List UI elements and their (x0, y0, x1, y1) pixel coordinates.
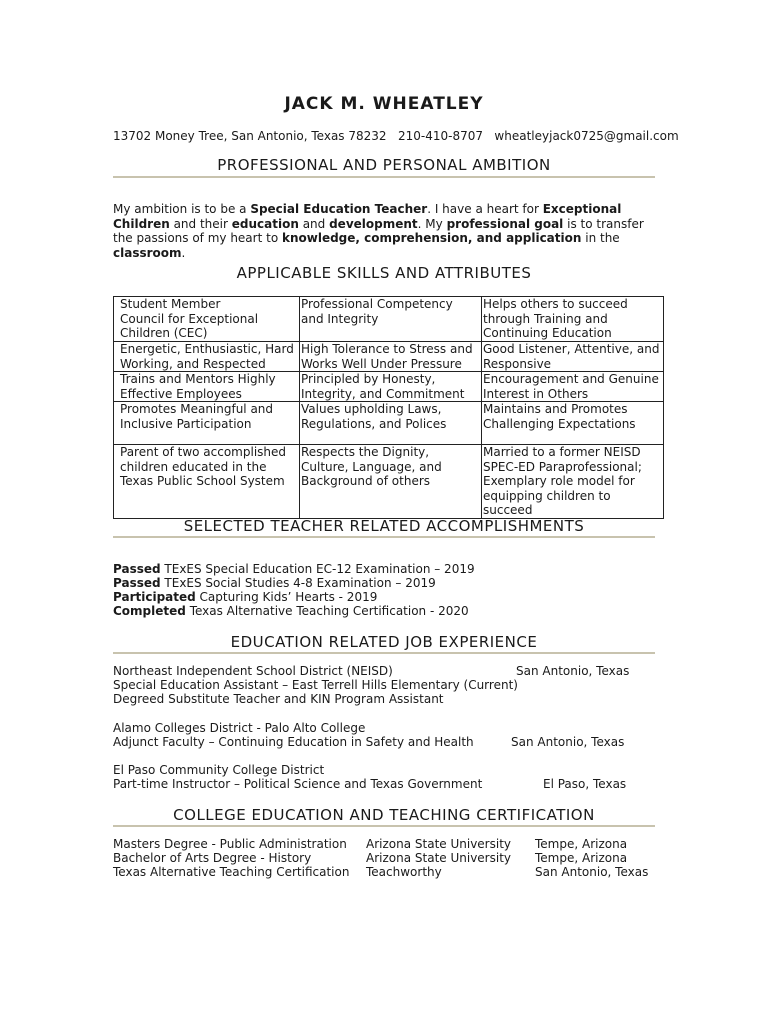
section-title-skills: APPLICABLE SKILLS AND ATTRIBUTES (236, 264, 532, 282)
job-location: El Paso, Texas (543, 777, 627, 791)
education-location: Tempe, Arizona (535, 837, 628, 851)
education-degree: Masters Degree - Public Administration (113, 837, 347, 851)
table-cell: Promotes Meaningful and Inclusive Participation (114, 402, 300, 445)
accomplishment-status: Participated (113, 590, 196, 604)
emphasis-text: education (231, 216, 299, 231)
job-role: Degreed Substitute Teacher and KIN Program Assistant (113, 692, 444, 706)
accomplishment-status: Completed (113, 604, 186, 618)
section-divider (113, 825, 655, 827)
table-cell: Maintains and Promotes Challenging Expectations (482, 402, 664, 445)
table-row (114, 445, 664, 519)
resume-name: JACK M. WHEATLEY (284, 94, 484, 114)
accomplishment-item (113, 576, 436, 590)
table-cell: Encouragement and Genuine Interest in Others (482, 372, 664, 402)
table-cell: Parent of two accomplished children educated in the Texas Public School System (114, 445, 300, 519)
education-location: San Antonio, Texas (535, 865, 649, 879)
cell-line: Student Member (120, 297, 221, 311)
job-org: El Paso Community College District (113, 763, 325, 777)
education-school: Arizona State University (366, 851, 512, 865)
section-title-education: COLLEGE EDUCATION AND TEACHING CERTIFICATION (173, 806, 595, 824)
table-cell: Good Listener, Attentive, and Responsive (482, 342, 664, 372)
job-org: Alamo Colleges District - Palo Alto College (113, 721, 366, 735)
paragraph-text: . My (417, 216, 447, 231)
table-row (114, 342, 664, 372)
education-location: Tempe, Arizona (535, 851, 628, 865)
paragraph-text: and their (169, 216, 232, 231)
skills-table (113, 296, 664, 519)
accomplishment-status: Passed (113, 562, 161, 576)
contact-line: 13702 Money Tree, San Antonio, Texas 78232 210-410-8707 wheatleyjack0725@gmail.com (113, 129, 679, 143)
table-cell: Professional Competency and Integrity (300, 297, 482, 342)
emphasis-text: professional goal (446, 216, 564, 231)
accomplishment-item (113, 604, 469, 618)
cell-line: Council for Exceptional Children (CEC) (120, 311, 259, 340)
table-cell: Married to a former NEISD SPEC-ED Paraprofessional; Exemplary role model for equipping children to succeed (482, 445, 664, 519)
paragraph-text: My ambition is to be a (113, 202, 251, 216)
education-school: Arizona State University (366, 837, 512, 851)
table-cell: Respects the Dignity, Culture, Language, and Background of others (300, 445, 482, 519)
table-cell: Trains and Mentors Highly Effective Employees (114, 372, 300, 402)
emphasis-text: Special Education Teacher (250, 202, 428, 216)
job-role: Part-time Instructor – Political Science and Texas Government (113, 777, 483, 791)
paragraph-text: . (181, 245, 186, 260)
table-row (114, 372, 664, 402)
emphasis-text: classroom (113, 245, 182, 260)
table-cell: Helps others to succeed through Training and Continuing Education (482, 297, 664, 342)
section-title-accomplishments: SELECTED TEACHER RELATED ACCOMPLISHMENTS (183, 517, 585, 535)
table-cell (114, 297, 300, 342)
job-role: Adjunct Faculty – Continuing Education in Safety and Health (113, 735, 474, 749)
job-role: Special Education Assistant – East Terrell Hills Elementary (Current) (113, 678, 518, 692)
table-row (114, 297, 664, 342)
paragraph-text: in the (581, 231, 620, 245)
emphasis-text: knowledge, comprehension, and application (281, 231, 582, 245)
section-title-ambition: PROFESSIONAL AND PERSONAL AMBITION (217, 156, 551, 174)
accomplishment-text: TExES Special Education EC-12 Examination – 2019 (160, 562, 475, 576)
accomplishment-text: Texas Alternative Teaching Certification - 2020 (185, 604, 469, 618)
table-cell: High Tolerance to Stress and Works Well Under Pressure (300, 342, 482, 372)
accomplishment-text: Capturing Kids’ Hearts - 2019 (195, 590, 378, 604)
section-title-experience: EDUCATION RELATED JOB EXPERIENCE (230, 633, 538, 651)
paragraph-text: is to transfer the passions of my heart to (113, 216, 644, 245)
accomplishment-status: Passed (113, 576, 161, 590)
table-cell: Values upholding Laws, Regulations, and Polices (300, 402, 482, 445)
section-divider (113, 536, 655, 538)
emphasis-text: Exceptional Children (113, 202, 622, 231)
table-cell: Energetic, Enthusiastic, Hard Working, and Respected (114, 342, 300, 372)
education-degree: Bachelor of Arts Degree - History (113, 851, 312, 865)
education-degree: Texas Alternative Teaching Certification (113, 865, 350, 879)
paragraph-text: . I have a heart for (427, 202, 543, 216)
accomplishment-item (113, 562, 475, 576)
job-location: San Antonio, Texas (516, 664, 630, 678)
ambition-paragraph (113, 202, 658, 260)
education-school: Teachworthy (366, 865, 442, 879)
job-location: San Antonio, Texas (511, 735, 625, 749)
table-cell: Principled by Honesty, Integrity, and Commitment (300, 372, 482, 402)
section-divider (113, 652, 655, 654)
accomplishment-item (113, 590, 377, 604)
table-row (114, 402, 664, 445)
emphasis-text: development (329, 216, 418, 231)
job-org: Northeast Independent School District (NEISD) (113, 664, 393, 678)
paragraph-text: and (298, 216, 330, 231)
accomplishment-text: TExES Social Studies 4-8 Examination – 2019 (160, 576, 436, 590)
section-divider (113, 176, 655, 178)
